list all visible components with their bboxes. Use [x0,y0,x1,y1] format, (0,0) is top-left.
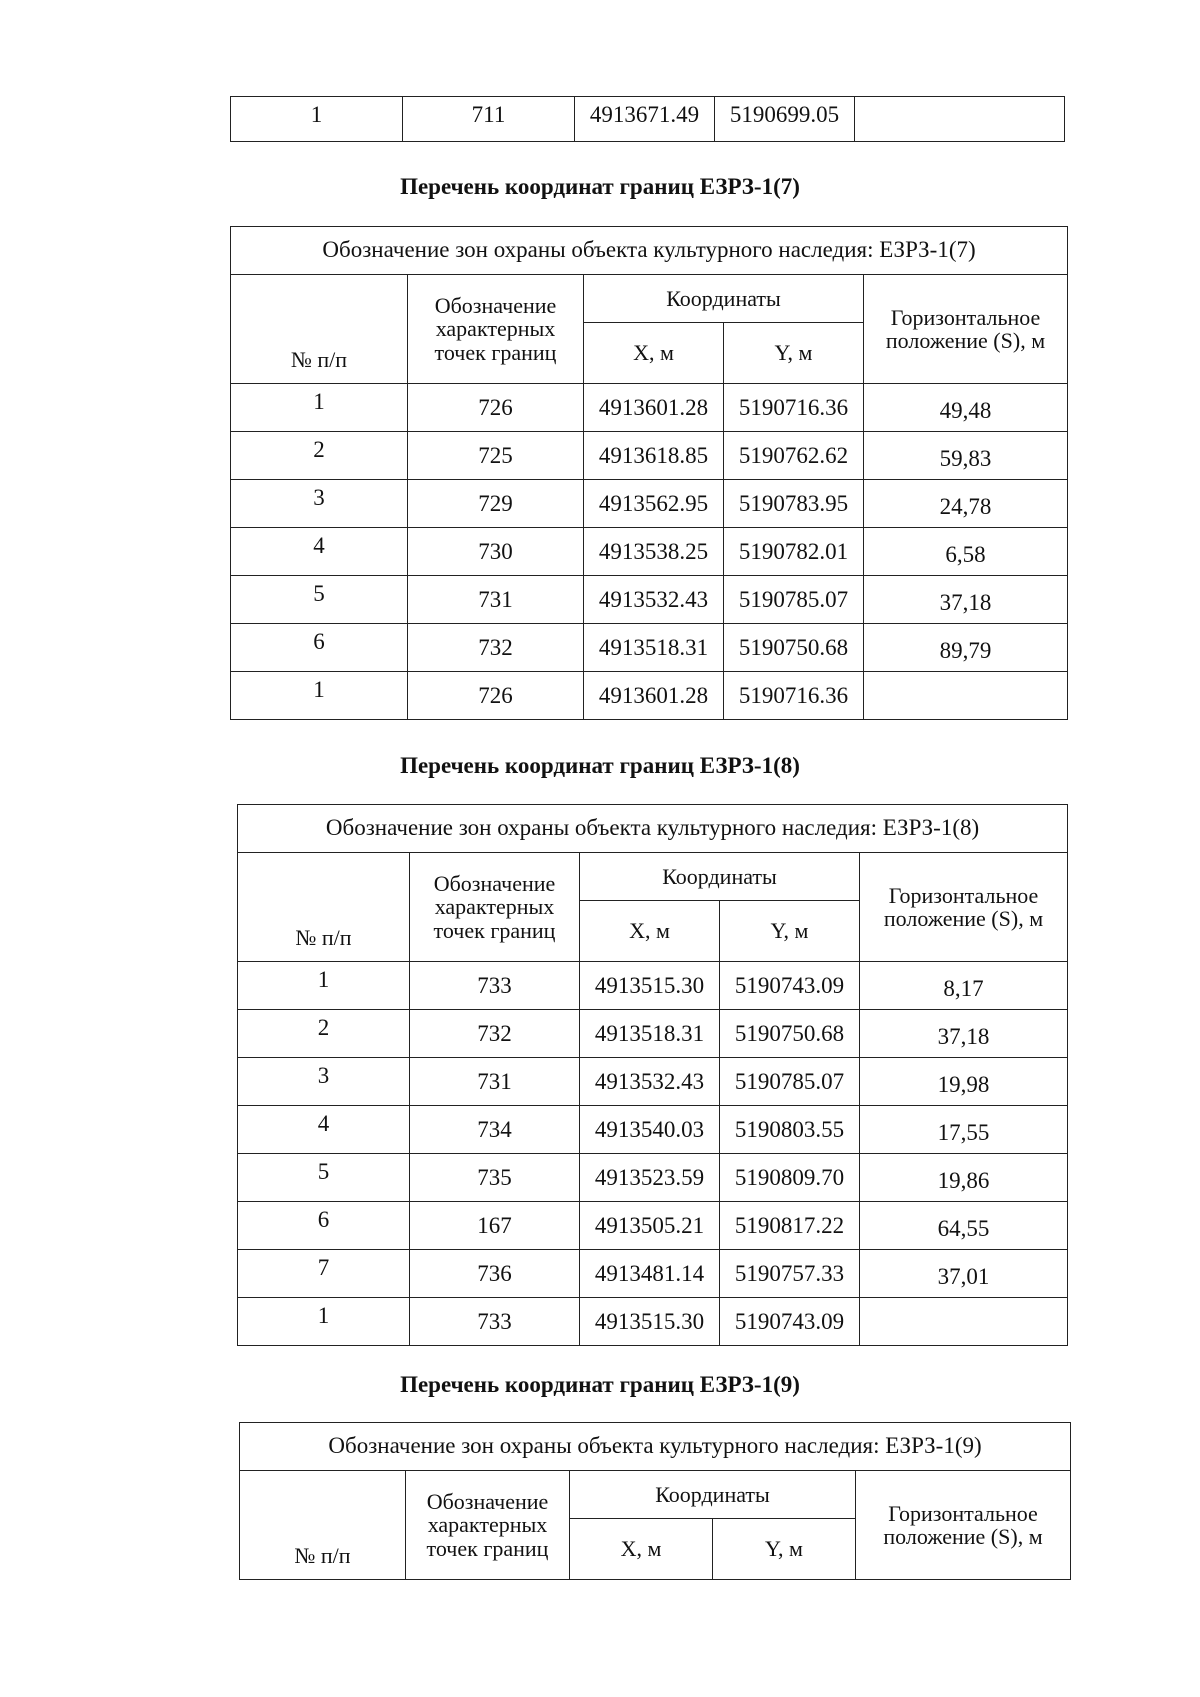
distance [864,672,1068,720]
header-coords: Координаты [584,275,864,323]
distance: 89,79 [864,624,1068,672]
table-row [231,97,1065,142]
x-coord: 4913518.31 [584,624,724,672]
point-id: 732 [408,624,584,672]
coords-table-8 [237,804,1068,1346]
point-id: 711 [403,97,575,142]
row-number: 5 [238,1154,410,1202]
row-number: 2 [238,1010,410,1058]
table-row [231,624,1068,672]
y-coord: 5190782.01 [724,528,864,576]
header-distance: Горизонтальное положение (S), м [856,1471,1071,1580]
y-coord: 5190743.09 [720,1298,860,1346]
header-y: Y, м [720,901,860,962]
header-x: X, м [570,1519,713,1580]
point-id: 732 [410,1010,580,1058]
table-row [238,1298,1068,1346]
table-row [238,1202,1068,1250]
row-number: 7 [238,1250,410,1298]
row-number: 1 [238,1298,410,1346]
y-coord: 5190785.07 [724,576,864,624]
section-title: Перечень координат границ ЕЗРЗ-1(8) [400,753,800,778]
row-number: 1 [231,97,403,142]
x-coord: 4913515.30 [580,962,720,1010]
table-row [231,528,1068,576]
row-number: 1 [231,384,408,432]
table-row [238,962,1068,1010]
x-coord: 4913532.43 [580,1058,720,1106]
row-number: 4 [231,528,408,576]
x-coord: 4913515.30 [580,1298,720,1346]
x-coord: 4913540.03 [580,1106,720,1154]
table-caption: Обозначение зон охраны объекта культурного наследия: ЕЗРЗ-1(8) [238,805,1068,853]
header-point: Обозначение характерных точек границ [408,275,584,384]
distance: 37,01 [860,1250,1068,1298]
y-coord: 5190803.55 [720,1106,860,1154]
table-row [238,1010,1068,1058]
x-coord: 4913481.14 [580,1250,720,1298]
table-row [231,576,1068,624]
y-coord: 5190743.09 [720,962,860,1010]
x-coord: 4913523.59 [580,1154,720,1202]
distance [860,1298,1068,1346]
row-number: 4 [238,1106,410,1154]
point-id: 731 [410,1058,580,1106]
point-id: 733 [410,1298,580,1346]
y-coord: 5190750.68 [720,1010,860,1058]
header-x: X, м [584,323,724,384]
header-y: Y, м [724,323,864,384]
header-point: Обозначение характерных точек границ [410,853,580,962]
distance: 64,55 [860,1202,1068,1250]
x-coord: 4913538.25 [584,528,724,576]
point-id: 726 [408,384,584,432]
table-row [238,1250,1068,1298]
x-coord: 4913601.28 [584,384,724,432]
distance: 59,83 [864,432,1068,480]
distance: 8,17 [860,962,1068,1010]
table-body [238,962,1068,1346]
y-coord: 5190817.22 [720,1202,860,1250]
distance: 24,78 [864,480,1068,528]
header-coords: Координаты [580,853,860,901]
point-id: 735 [410,1154,580,1202]
table-caption: Обозначение зон охраны объекта культурного наследия: ЕЗРЗ-1(7) [231,227,1068,275]
y-coord: 5190809.70 [720,1154,860,1202]
distance: 37,18 [860,1010,1068,1058]
distance: 19,98 [860,1058,1068,1106]
y-coord: 5190757.33 [720,1250,860,1298]
point-id: 730 [408,528,584,576]
y-coord: 5190750.68 [724,624,864,672]
x-coord: 4913518.31 [580,1010,720,1058]
coords-table-7 [230,226,1068,720]
header-distance: Горизонтальное положение (S), м [860,853,1068,962]
coords-table-9 [239,1422,1071,1580]
table-row [238,1058,1068,1106]
header-coords: Координаты [570,1471,856,1519]
section-title: Перечень координат границ ЕЗРЗ-1(7) [400,174,800,199]
y-coord: 5190783.95 [724,480,864,528]
row-number: 3 [231,480,408,528]
table-body [231,384,1068,720]
y-coord: 5190762.62 [724,432,864,480]
distance: 6,58 [864,528,1068,576]
row-number: 6 [238,1202,410,1250]
y-coord: 5190716.36 [724,384,864,432]
distance: 49,48 [864,384,1068,432]
row-number: 1 [231,672,408,720]
row-number: 2 [231,432,408,480]
x-coord: 4913671.49 [575,97,715,142]
header-distance: Горизонтальное положение (S), м [864,275,1068,384]
point-id: 726 [408,672,584,720]
point-id: 729 [408,480,584,528]
table-row [231,480,1068,528]
point-id: 167 [410,1202,580,1250]
row-number: 5 [231,576,408,624]
top-table [230,96,1065,142]
table-row [238,1154,1068,1202]
header-num: № п/п [231,275,408,384]
table-row [231,432,1068,480]
table-row [238,1106,1068,1154]
distance [855,97,1065,142]
point-id: 733 [410,962,580,1010]
distance: 19,86 [860,1154,1068,1202]
y-coord: 5190699.05 [715,97,855,142]
row-number: 1 [238,962,410,1010]
y-coord: 5190716.36 [724,672,864,720]
point-id: 731 [408,576,584,624]
point-id: 736 [410,1250,580,1298]
x-coord: 4913562.95 [584,480,724,528]
row-number: 6 [231,624,408,672]
distance: 17,55 [860,1106,1068,1154]
header-x: X, м [580,901,720,962]
x-coord: 4913618.85 [584,432,724,480]
row-number: 3 [238,1058,410,1106]
table-caption: Обозначение зон охраны объекта культурного наследия: ЕЗРЗ-1(9) [240,1423,1071,1471]
y-coord: 5190785.07 [720,1058,860,1106]
table-row [231,384,1068,432]
point-id: 725 [408,432,584,480]
header-point: Обозначение характерных точек границ [406,1471,570,1580]
point-id: 734 [410,1106,580,1154]
x-coord: 4913532.43 [584,576,724,624]
header-y: Y, м [713,1519,856,1580]
table-row [231,672,1068,720]
x-coord: 4913505.21 [580,1202,720,1250]
distance: 37,18 [864,576,1068,624]
header-num: № п/п [240,1471,406,1580]
section-title: Перечень координат границ ЕЗРЗ-1(9) [400,1372,800,1397]
header-num: № п/п [238,853,410,962]
x-coord: 4913601.28 [584,672,724,720]
